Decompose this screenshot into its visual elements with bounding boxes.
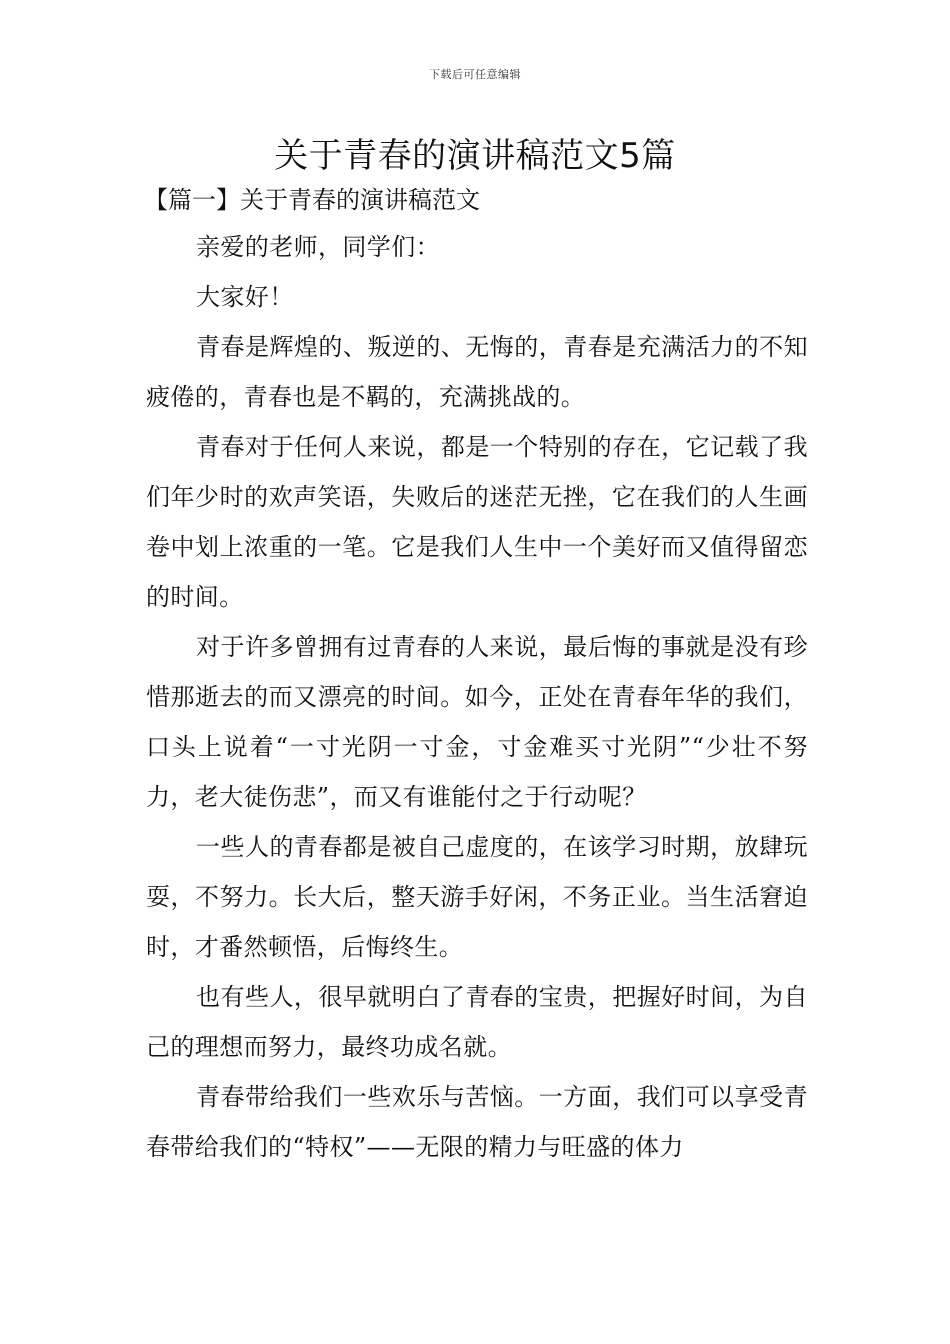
paragraph: 一些人的青春都是被自己虚度的，在该学习时期，放肆玩耍，不努力。长大后，整天游手好闲，不务正业。当生活窘迫时，才番然顿悟，后悔终生。 [146,833,808,961]
document-body [146,178,808,1172]
document-title: 关于青春的演讲稿范文5篇 [274,136,676,176]
paragraph: 青春带给我们一些欢乐与苦恼。一方面，我们可以享受青春带给我们的“特权”——无限的精力与旺盛的体力 [146,1083,808,1161]
section-heading: 【篇一】关于青春的演讲稿范文 [144,186,480,214]
paragraph: 也有些人，很早就明白了青春的宝贵，把握好时间，为自己的理想而努力，最终功成名就。 [146,983,808,1061]
header-note: 下载后可任意编辑 [429,68,521,81]
paragraph-salutation: 亲爱的老师，同学们： [196,233,440,261]
paragraph: 对于许多曾拥有过青春的人来说，最后悔的事就是没有珍惜那逝去的而又漂亮的时间。如今，正处在青春年华的我们，口头上说着“一寸光阴一寸金，寸金难买寸光阴”“少壮不努力，老大徒伤悲”，而又有谁能付之于行动呢？ [146,633,808,811]
paragraph-greeting: 大家好！ [196,283,294,311]
paragraph: 青春对于任何人来说，都是一个特别的存在，它记载了我们年少时的欢声笑语，失败后的迷茫无挫，它在我们的人生画卷中划上浓重的一笔。它是我们人生中一个美好而又值得留恋的时间。 [146,433,808,611]
paragraph: 青春是辉煌的、叛逆的、无悔的，青春是充满活力的不知疲倦的，青春也是不羁的，充满挑战的。 [146,333,808,411]
